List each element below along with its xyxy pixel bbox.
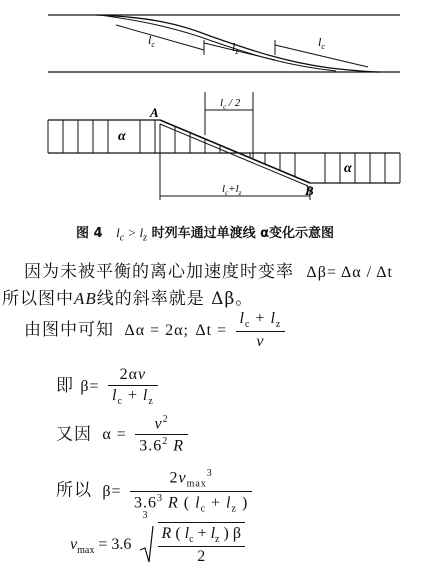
equation-suoyi: 所以 β= $\frac{2v_{max}^3}{3.6^3 R ( l_c + l_z )}$ — [56, 468, 254, 514]
para2-ab: AB — [74, 289, 97, 308]
label-alpha-right: α — [344, 161, 352, 176]
youyin-lhs: α = — [102, 426, 127, 444]
equation-ji: 即 β= $\frac{2\alpha v}{l_c + l_z}$ — [56, 366, 160, 407]
suoyi-prefix: 所以 — [56, 480, 92, 501]
label-alpha-left: α — [118, 129, 126, 144]
equation-youyin: 又因 α = $\frac{v^2}{3.6^2 R}$ — [56, 414, 190, 456]
paragraph-1 — [24, 257, 393, 282]
radical-sign — [140, 524, 154, 564]
caption-rest: 时列车通过单渡线 α变化示意图 — [151, 226, 335, 241]
equation-vmax: $v_{max} = 3.6$ 3 $\frac{R ( l_c + l_z ) \beta}{2}$ — [70, 522, 247, 566]
single-crossover-diagram — [0, 0, 448, 210]
suoyi-lhs: β= — [102, 482, 122, 500]
para1-formula: Δβ= Δα / Δt — [306, 264, 393, 281]
ji-prefix: 即 — [56, 376, 74, 397]
youyin-prefix: 又因 — [56, 424, 92, 445]
label-lz: $l_z$ — [232, 40, 239, 56]
label-sum: $l_c+l_z$ — [222, 183, 242, 197]
label-lc-half: $l_c / 2$ — [220, 97, 241, 111]
caption-prefix: 图 4 — [76, 226, 103, 241]
label-lc-right: $l_c$ — [318, 35, 325, 51]
equation-known: 由图中可知 Δα = 2α; Δt = $\frac{l_c + l_z}{v}$ — [24, 310, 287, 351]
ji-lhs: β= — [80, 378, 100, 396]
known-eq1: Δα = 2α; — [124, 322, 189, 340]
para2-b: 线的斜率就是 Δβ。 — [96, 289, 254, 309]
known-prefix: 由图中可知 — [24, 320, 114, 341]
track-plan — [48, 15, 400, 72]
para2-a: 所以图中 — [2, 289, 74, 309]
known-eq2: Δt = — [195, 322, 228, 340]
label-point-b: B — [305, 183, 314, 198]
para1-text: 因为未被平衡的离心加速度时变率 — [24, 262, 294, 282]
paragraph-2 — [2, 284, 253, 309]
label-point-a: A — [150, 105, 159, 120]
label-lc-left: $l_c$ — [148, 33, 155, 49]
figure-caption: 图 4 $l_c > l_z$ 时列车通过单渡线 α变化示意图 — [76, 225, 335, 244]
